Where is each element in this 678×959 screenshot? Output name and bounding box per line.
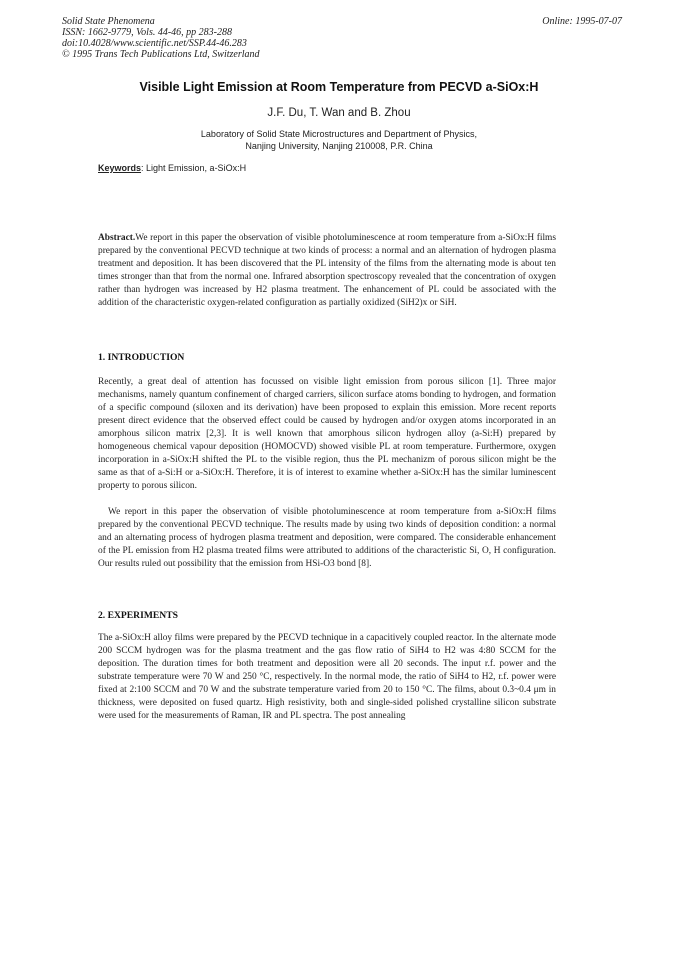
section-heading-experiments: 2. EXPERIMENTS	[98, 610, 178, 621]
keywords-colon: :	[141, 163, 147, 173]
keywords-label: Keywords	[98, 163, 142, 173]
affiliation	[0, 128, 678, 152]
online-date: Online: 1995-07-07	[542, 16, 622, 27]
authors: J.F. Du, T. Wan and B. Zhou	[267, 107, 411, 119]
abstract-text: We report in this paper the observation of visible photoluminescence at room temperature from a-SiOx:H films prepared by the conventional PECVD technique at two kinds of process: a normal and an alternation of hydrogen plasma treatment and deposition. It has been discovered that the PL intensity of the films from the alternating mode is about ten times stronger than that from the normal one. Infrared absorption spectroscopy revealed that the concentration of oxygen rather than hydrogen was increased by H2 plasma treatment. The enhancement of PL could be associated with the addition of the characteristic oxygen-related configuration as partially oxidized (SiH2)x or SiH.	[98, 233, 556, 308]
issn-line: ISSN: 1662-9779, Vols. 44-46, pp 283-288	[62, 27, 232, 38]
abstract	[98, 232, 556, 310]
intro-paragraph-2: We report in this paper the observation of visible photoluminescence at room temperature from a-SiOx:H films prepared by the conventional PECVD technique. The results made by using two kinds of deposition condition: a normal and an alternating process of hydrogen plasma treatment and deposition, were compared. The considerable enhancement of the PL emission from H2 plasma treated films were attributed to additions of the characteristic Si, O, H configuration. Our results ruled out possibility that the emission from HSi-O3 bond [8].	[98, 507, 556, 569]
doi-line[interactable]: doi:10.4028/www.scientific.net/SSP.44-46.283	[62, 38, 247, 49]
experiments-paragraph-1: The a-SiOx:H alloy films were prepared by the PECVD technique in a capacitively coupled reactor. In the alternate mode 200 SCCM hydrogen was for the plasma treatment and the gas flow ratio of SiH4 to H2 was 4:80 SCCM for the deposition. The duration times for both treatment and deposition were all 20 seconds. The input r.f. power and the substrate temperature were 70 W and 250 °C, respectively. In the normal mode, the ratio of SiH4 to H2, r.f. power were fixed at 2:100 SCCM and 70 W and the substrate temperature varied from 20 to 150 °C. The films, about 0.3~0.4 μm in thickness, were deposited on fused quartz. High resistivity, both and single-sided polished crystalline silicon substrate were used for the measurements of Raman, IR and PL spectra. The post annealing	[98, 633, 556, 721]
keywords-value: Light Emission, a-SiOx:H	[146, 163, 247, 173]
journal-header	[62, 16, 622, 60]
affiliation-line-2: Nanjing University, Nanjing 210008, P.R. China	[245, 141, 433, 151]
keywords	[98, 163, 246, 173]
intro-paragraph-1: Recently, a great deal of attention has focussed on visible light emission from porous silicon [1]. Three major mechanisms, namely quantum confinement of charged carriers, silicon surface atoms bonding to hydrogen, and formation of a specific compound (siloxen and its derivation) have been proposed to explain this emission. More recent reports present direct evidence that the observed effect could be caused by hydrogen and/or oxygen atoms incorporated in an amorphous silicon matrix [2,3]. It is well known that amorphous silicon hydrogen alloy (a-Si:H) prepared by homogeneous chemical vapour deposition (HOMOCVD) showed visible PL at room temperature. Furthermore, oxygen incorporation in a-SiOx:H shifted the PL to the visible region, thus the PL mechanizm of porous silicon might be the same as that of a-Si:H or a-SiOx:H. Therefore, it is of interest to examine whether a-SiOx:H has the similar luminescent property to porous silicon.	[98, 377, 556, 491]
affiliation-line-1: Laboratory of Solid State Microstructures and Department of Physics,	[200, 129, 478, 139]
paper-title: Visible Light Emission at Room Temperature from PECVD a-SiOx:H	[139, 80, 539, 94]
section-heading-introduction: 1. INTRODUCTION	[98, 352, 185, 363]
journal-name: Solid State Phenomena	[62, 16, 155, 27]
copyright-line: © 1995 Trans Tech Publications Ltd, Switzerland	[62, 49, 260, 60]
abstract-label: Abstract.	[98, 233, 136, 243]
